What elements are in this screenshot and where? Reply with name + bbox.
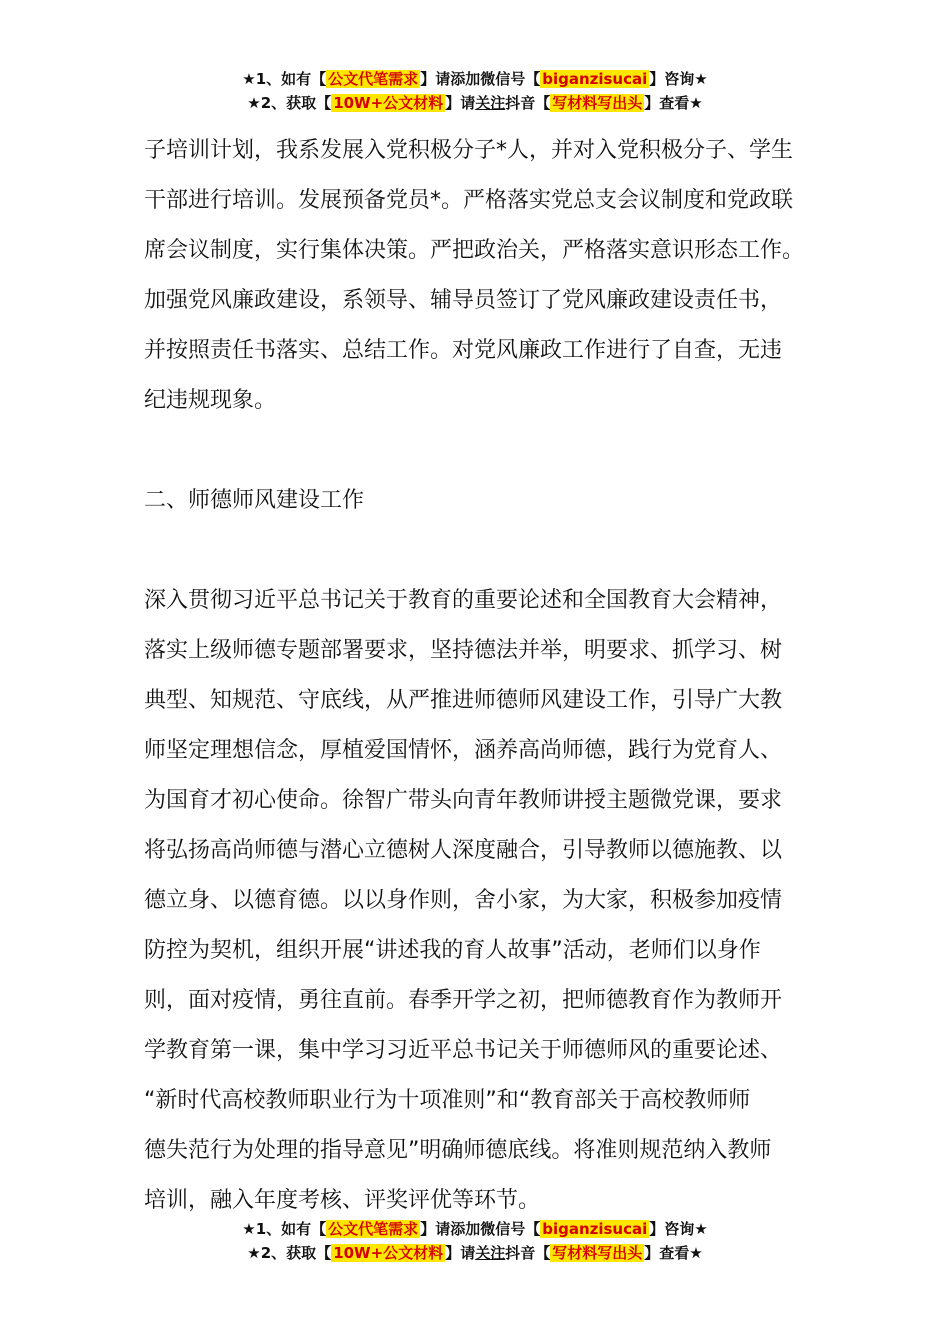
text-line: 典型、知规范、守底线，从严推进师德师风建设工作，引导广大教 <box>144 688 783 713</box>
footer-promo-banner <box>0 1218 950 1266</box>
promo-text: ★2、获取【 <box>247 1244 332 1262</box>
promo-text: 】请添加微信号【 <box>420 70 541 88</box>
promo-highlight: 写材料写出头 <box>552 1244 643 1262</box>
text-line: 深入贯彻习近平总书记关于教育的重要论述和全国教育大会精神， <box>144 588 783 613</box>
promo-text: 】请 <box>445 94 476 112</box>
promo-highlight-wechat-id: biganzisucai <box>542 1220 648 1238</box>
promo-underlined: 关注 <box>475 1244 506 1262</box>
promo-line-1 <box>0 68 950 92</box>
text-line: 席会议制度，实行集体决策。严把政治关，严格落实意识形态工作。 <box>144 238 805 263</box>
promo-line-1 <box>0 1218 950 1242</box>
promo-text: ★2、获取【 <box>247 94 332 112</box>
promo-underlined: 关注 <box>475 94 506 112</box>
promo-text: 】请添加微信号【 <box>420 1220 541 1238</box>
text-line: 落实上级师德专题部署要求，坚持德法并举，明要求、抓学习、树 <box>144 638 783 663</box>
paragraph-party-work <box>144 126 824 426</box>
text-line: 加强党风廉政建设，系领导、辅导员签订了党风廉政建设责任书， <box>144 288 783 313</box>
text-line: 将弘扬高尚师德与潜心立德树人深度融合，引导教师以德施教、以 <box>144 838 783 863</box>
text-line: 则，面对疫情，勇往直前。春季开学之初，把师德教育作为教师开 <box>144 988 783 1013</box>
promo-highlight: 公文代笔需求 <box>328 1220 419 1238</box>
header-promo-banner <box>0 68 950 116</box>
paragraph-teacher-ethics <box>144 576 824 1226</box>
promo-line-2 <box>0 1242 950 1266</box>
promo-highlight: 公文代笔需求 <box>328 70 419 88</box>
promo-highlight-wechat-id: biganzisucai <box>542 70 648 88</box>
section-heading: 二、师德师风建设工作 <box>144 488 365 513</box>
promo-highlight: 写材料写出头 <box>552 94 643 112</box>
text-line: 子培训计划，我系发展入党积极分子*人，并对入党积极分子、学生 <box>144 138 794 163</box>
promo-text: 抖音【 <box>505 94 551 112</box>
text-line: 干部进行培训。发展预备党员*。严格落实党总支会议制度和党政联 <box>144 188 794 213</box>
text-line: 并按照责任书落实、总结工作。对党风廉政工作进行了自查，无违 <box>144 338 783 363</box>
promo-line-2 <box>0 92 950 116</box>
text-line: 学教育第一课，集中学习习近平总书记关于师德师风的重要论述、 <box>144 1038 783 1063</box>
text-line: 为国育才初心使命。徐智广带头向青年教师讲授主题微党课，要求 <box>144 788 783 813</box>
promo-text: 抖音【 <box>505 1244 551 1262</box>
promo-text: 】咨询★ <box>649 70 708 88</box>
promo-text: ★1、如有【 <box>242 70 327 88</box>
text-line: 培训，融入年度考核、评奖评优等环节。 <box>144 1188 541 1213</box>
text-line: 德立身、以德育德。以以身作则，舍小家，为大家，积极参加疫情 <box>144 888 783 913</box>
promo-text: 】咨询★ <box>649 1220 708 1238</box>
text-line: 防控为契机，组织开展“讲述我的育人故事”活动，老师们以身作 <box>144 938 761 963</box>
promo-text: 】请 <box>445 1244 476 1262</box>
promo-highlight: 10W+公文材料 <box>333 94 444 112</box>
text-line: 纪违规现象。 <box>144 388 277 413</box>
text-line: “新时代高校教师职业行为十项准则”和“教育部关于高校教师师 <box>144 1088 751 1113</box>
text-line: 德失范行为处理的指导意见”明确师德底线。将准则规范纳入教师 <box>144 1138 772 1163</box>
promo-text: ★1、如有【 <box>242 1220 327 1238</box>
promo-text: 】查看★ <box>644 94 703 112</box>
text-line: 师坚定理想信念，厚植爱国情怀，涵养高尚师德，践行为党育人、 <box>144 738 783 763</box>
document-body <box>144 126 824 1226</box>
promo-highlight: 10W+公文材料 <box>333 1244 444 1262</box>
promo-text: 】查看★ <box>644 1244 703 1262</box>
